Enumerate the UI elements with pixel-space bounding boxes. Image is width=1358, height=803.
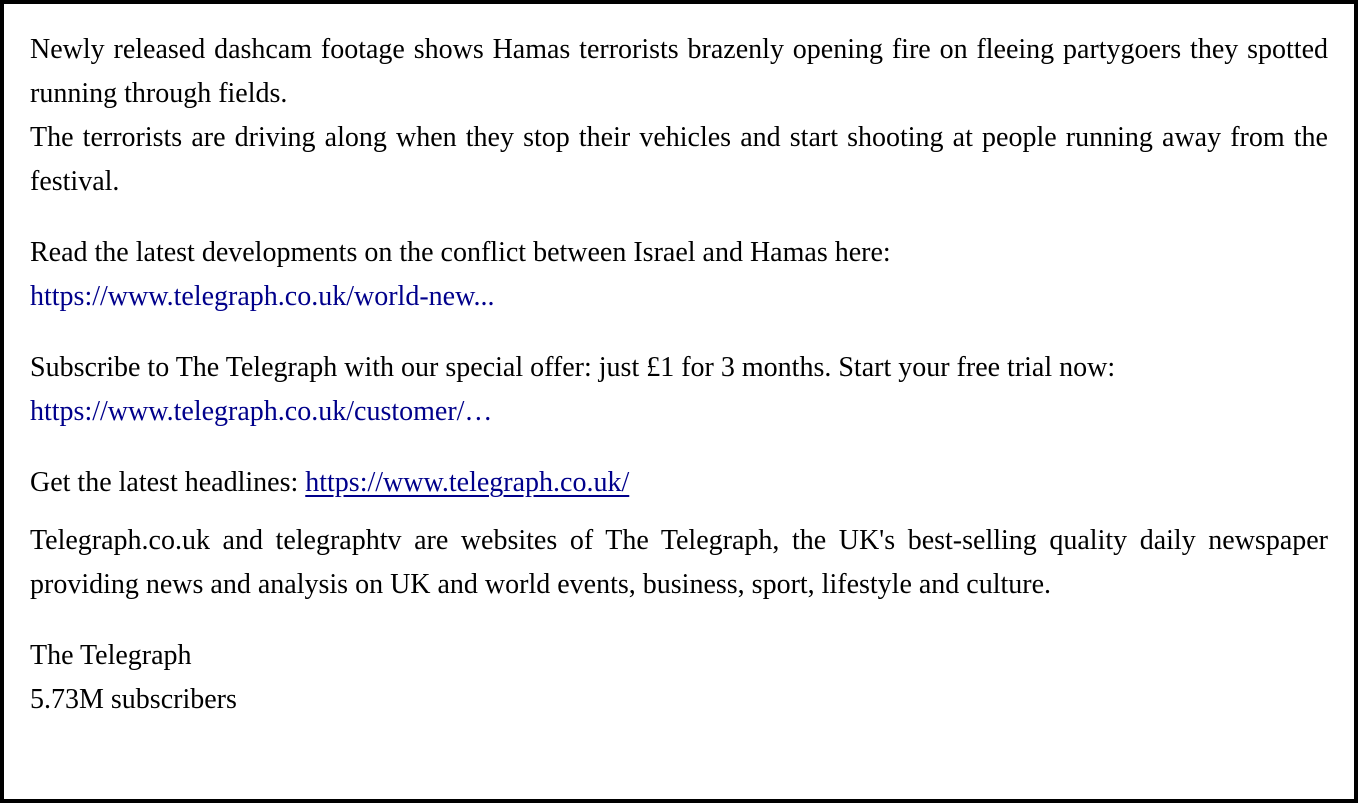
- about-telegraph: Telegraph.co.uk and telegraphtv are websites of The Telegraph, the UK's best-selling quality daily newspaper providing news and analysis on UK and world events, business, sport, lifestyle and culture.: [30, 525, 1328, 600]
- headlines-link[interactable]: https://www.telegraph.co.uk/: [305, 467, 630, 498]
- headlines-block: [30, 461, 1328, 505]
- description-details: The terrorists are driving along when they stop their vehicles and start shooting at people running away from the festival.: [30, 122, 1328, 197]
- subscribe-offer-link[interactable]: https://www.telegraph.co.uk/customer/…: [30, 396, 493, 427]
- channel-info: [30, 634, 1328, 722]
- description-intro: Newly released dashcam footage shows Hamas terrorists brazenly opening fire on fleeing partygoers they spotted running through fields.: [30, 34, 1328, 109]
- channel-name[interactable]: The Telegraph: [30, 640, 192, 671]
- latest-developments-block: [30, 231, 1328, 319]
- latest-developments-label: Read the latest developments on the conflict between Israel and Hamas here:: [30, 237, 891, 268]
- subscribe-offer-label: Subscribe to The Telegraph with our special offer: just £1 for 3 months. Start your free trial now:: [30, 352, 1116, 383]
- subscribe-block: [30, 346, 1328, 434]
- headlines-label: Get the latest headlines:: [30, 467, 306, 498]
- subscriber-count: 5.73M subscribers: [30, 684, 237, 715]
- latest-developments-link[interactable]: https://www.telegraph.co.uk/world-new...: [30, 281, 495, 312]
